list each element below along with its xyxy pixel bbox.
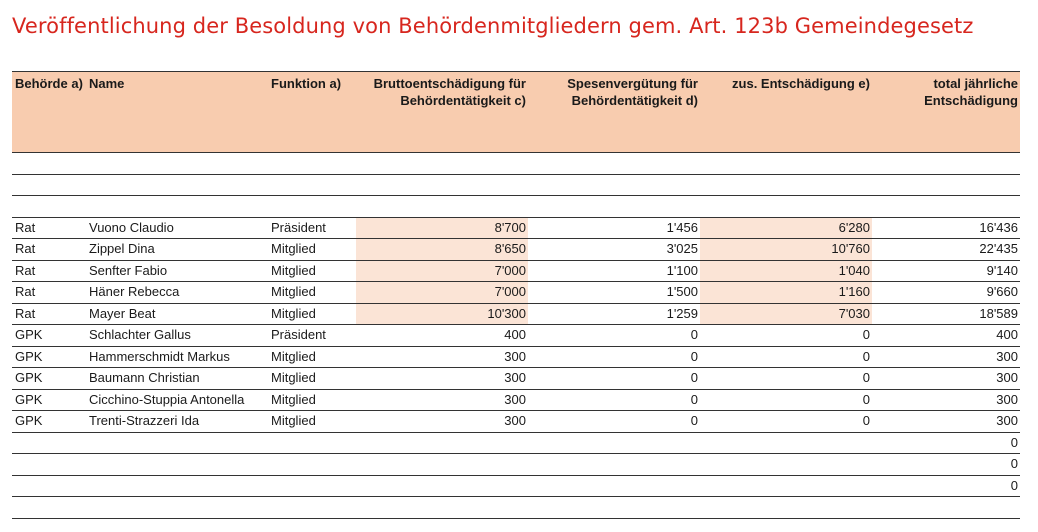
cell-spesen xyxy=(528,153,700,175)
cell-spesen: 1'500 xyxy=(528,282,700,304)
cell-total: 9'660 xyxy=(872,282,1020,304)
cell-spesen: 0 xyxy=(528,389,700,411)
cell-funktion xyxy=(268,497,356,519)
cell-funktion: Mitglied xyxy=(268,260,356,282)
cell-funktion xyxy=(268,153,356,175)
column-header-brutto: Bruttoentschädigung für Behördentätigkeit c) xyxy=(356,72,528,153)
cell-funktion: Präsident xyxy=(268,325,356,347)
cell-zusatz xyxy=(700,432,872,454)
cell-spesen: 1'259 xyxy=(528,303,700,325)
cell-behoerde: Rat xyxy=(12,260,86,282)
compensation-table xyxy=(12,71,1020,519)
cell-spesen: 3'025 xyxy=(528,239,700,261)
cell-zusatz: 1'040 xyxy=(700,260,872,282)
cell-behoerde xyxy=(12,174,86,196)
cell-behoerde xyxy=(12,454,86,476)
cell-total: 16'436 xyxy=(872,217,1020,239)
cell-name xyxy=(86,475,268,497)
cell-zusatz xyxy=(700,475,872,497)
column-header-funktion: Funktion a) xyxy=(268,72,356,153)
cell-name: Trenti-Strazzeri Ida xyxy=(86,411,268,433)
table-row xyxy=(12,239,1020,261)
cell-brutto xyxy=(356,497,528,519)
column-header-name: Name xyxy=(86,72,268,153)
cell-name: Häner Rebecca xyxy=(86,282,268,304)
cell-zusatz xyxy=(700,497,872,519)
cell-total: 9'140 xyxy=(872,260,1020,282)
column-header-spesen: Spesenvergütung für Behördentätigkeit d) xyxy=(528,72,700,153)
cell-zusatz xyxy=(700,196,872,218)
cell-zusatz: 0 xyxy=(700,368,872,390)
cell-spesen xyxy=(528,174,700,196)
cell-name: Cicchino-Stuppia Antonella xyxy=(86,389,268,411)
cell-brutto xyxy=(356,174,528,196)
cell-funktion xyxy=(268,174,356,196)
cell-spesen xyxy=(528,475,700,497)
cell-behoerde xyxy=(12,196,86,218)
cell-total: 400 xyxy=(872,325,1020,347)
cell-name: Zippel Dina xyxy=(86,239,268,261)
cell-name: Schlachter Gallus xyxy=(86,325,268,347)
cell-brutto: 300 xyxy=(356,368,528,390)
table-row xyxy=(12,260,1020,282)
cell-name: Mayer Beat xyxy=(86,303,268,325)
cell-zusatz: 0 xyxy=(700,325,872,347)
table-row xyxy=(12,196,1020,218)
cell-total: 300 xyxy=(872,411,1020,433)
cell-name xyxy=(86,432,268,454)
column-header-behoerde: Behörde a) xyxy=(12,72,86,153)
cell-spesen: 1'100 xyxy=(528,260,700,282)
table-row xyxy=(12,346,1020,368)
cell-spesen: 0 xyxy=(528,411,700,433)
cell-total: 18'589 xyxy=(872,303,1020,325)
cell-brutto xyxy=(356,196,528,218)
cell-funktion: Mitglied xyxy=(268,239,356,261)
cell-total: 300 xyxy=(872,346,1020,368)
cell-behoerde: GPK xyxy=(12,346,86,368)
table-header-row xyxy=(12,72,1020,153)
cell-brutto xyxy=(356,432,528,454)
cell-name: Senfter Fabio xyxy=(86,260,268,282)
cell-zusatz xyxy=(700,153,872,175)
cell-brutto: 7'000 xyxy=(356,282,528,304)
table-row xyxy=(12,153,1020,175)
cell-behoerde xyxy=(12,497,86,519)
cell-zusatz xyxy=(700,454,872,476)
cell-behoerde xyxy=(12,153,86,175)
cell-brutto: 300 xyxy=(356,411,528,433)
cell-zusatz: 0 xyxy=(700,411,872,433)
cell-total: 22'435 xyxy=(872,239,1020,261)
table-row xyxy=(12,454,1020,476)
cell-spesen: 1'456 xyxy=(528,217,700,239)
table-row xyxy=(12,432,1020,454)
cell-name: Baumann Christian xyxy=(86,368,268,390)
cell-brutto: 8'650 xyxy=(356,239,528,261)
cell-spesen xyxy=(528,432,700,454)
cell-funktion: Mitglied xyxy=(268,389,356,411)
column-header-zusatz: zus. Entschädigung e) xyxy=(700,72,872,153)
cell-total xyxy=(872,497,1020,519)
cell-name: Vuono Claudio xyxy=(86,217,268,239)
cell-total: 0 xyxy=(872,454,1020,476)
cell-behoerde: GPK xyxy=(12,325,86,347)
cell-brutto: 400 xyxy=(356,325,528,347)
cell-zusatz: 6'280 xyxy=(700,217,872,239)
cell-brutto: 300 xyxy=(356,389,528,411)
cell-total xyxy=(872,174,1020,196)
table-row xyxy=(12,389,1020,411)
cell-total xyxy=(872,196,1020,218)
cell-funktion xyxy=(268,432,356,454)
cell-zusatz: 0 xyxy=(700,346,872,368)
cell-brutto: 10'300 xyxy=(356,303,528,325)
cell-name xyxy=(86,497,268,519)
cell-funktion: Mitglied xyxy=(268,303,356,325)
cell-total: 0 xyxy=(872,432,1020,454)
cell-behoerde xyxy=(12,432,86,454)
cell-total xyxy=(872,153,1020,175)
cell-total: 300 xyxy=(872,368,1020,390)
cell-zusatz xyxy=(700,174,872,196)
cell-zusatz: 1'160 xyxy=(700,282,872,304)
cell-behoerde: GPK xyxy=(12,411,86,433)
cell-name: Hammerschmidt Markus xyxy=(86,346,268,368)
table-row xyxy=(12,368,1020,390)
cell-funktion: Mitglied xyxy=(268,282,356,304)
cell-brutto: 300 xyxy=(356,346,528,368)
cell-spesen: 0 xyxy=(528,346,700,368)
cell-behoerde: Rat xyxy=(12,282,86,304)
table-row xyxy=(12,282,1020,304)
cell-brutto xyxy=(356,475,528,497)
table-body xyxy=(12,153,1020,519)
cell-funktion: Präsident xyxy=(268,217,356,239)
cell-name xyxy=(86,153,268,175)
cell-brutto xyxy=(356,153,528,175)
table-row xyxy=(12,174,1020,196)
cell-total: 300 xyxy=(872,389,1020,411)
table-row xyxy=(12,411,1020,433)
cell-name xyxy=(86,196,268,218)
cell-funktion: Mitglied xyxy=(268,411,356,433)
cell-funktion xyxy=(268,454,356,476)
cell-name xyxy=(86,174,268,196)
cell-behoerde: Rat xyxy=(12,303,86,325)
cell-behoerde: GPK xyxy=(12,368,86,390)
cell-funktion: Mitglied xyxy=(268,368,356,390)
cell-funktion: Mitglied xyxy=(268,346,356,368)
cell-behoerde: GPK xyxy=(12,389,86,411)
cell-total: 0 xyxy=(872,475,1020,497)
cell-spesen: 0 xyxy=(528,368,700,390)
cell-spesen: 0 xyxy=(528,325,700,347)
cell-behoerde: Rat xyxy=(12,239,86,261)
cell-brutto xyxy=(356,454,528,476)
cell-name xyxy=(86,454,268,476)
cell-funktion xyxy=(268,196,356,218)
page-title: Veröffentlichung der Besoldung von Behördenmitgliedern gem. Art. 123b Gemeindegesetz xyxy=(12,14,974,38)
cell-zusatz: 10'760 xyxy=(700,239,872,261)
cell-funktion xyxy=(268,475,356,497)
cell-brutto: 7'000 xyxy=(356,260,528,282)
cell-zusatz: 7'030 xyxy=(700,303,872,325)
cell-spesen xyxy=(528,196,700,218)
table-row xyxy=(12,217,1020,239)
cell-behoerde: Rat xyxy=(12,217,86,239)
table-row xyxy=(12,303,1020,325)
cell-behoerde xyxy=(12,475,86,497)
column-header-total: total jährliche Entschädigung xyxy=(872,72,1020,153)
cell-zusatz: 0 xyxy=(700,389,872,411)
cell-spesen xyxy=(528,454,700,476)
table-row xyxy=(12,325,1020,347)
cell-brutto: 8'700 xyxy=(356,217,528,239)
table-row xyxy=(12,497,1020,519)
cell-spesen xyxy=(528,497,700,519)
table-row xyxy=(12,475,1020,497)
